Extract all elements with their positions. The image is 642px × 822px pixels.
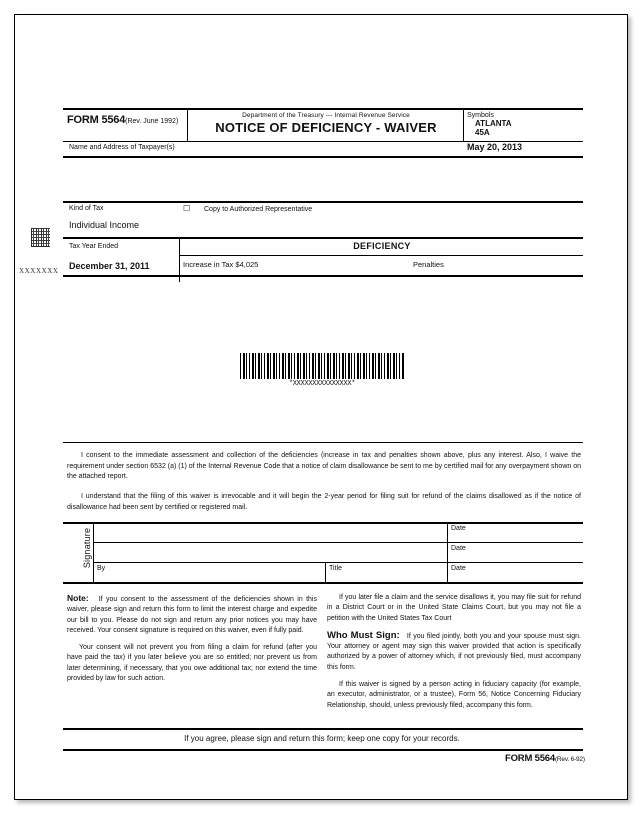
- signature-column-label: [82, 518, 92, 578]
- symbols-label: Symbols: [467, 112, 494, 119]
- tax-year-ended-value: [69, 261, 150, 271]
- signature-table-bottom-rule: [63, 582, 583, 584]
- date-label-2: [451, 545, 466, 552]
- kind-of-tax-label: [69, 205, 104, 212]
- footer-form-number-text: FORM 5564: [505, 753, 555, 764]
- document-page: [14, 14, 628, 800]
- deficiency-header: [183, 241, 581, 251]
- kind-of-tax-value: [69, 220, 139, 230]
- footer-form-number: [505, 753, 585, 764]
- header-top-rule: [63, 108, 583, 110]
- tax-year-ended-value-text: December 31, 2011: [69, 261, 150, 271]
- deficiency-mid-rule: [179, 255, 583, 256]
- who-must-sign-paragraph-2: [327, 680, 581, 711]
- deficiency-top-rule: [63, 237, 583, 239]
- tax-year-ended-label: [69, 243, 118, 250]
- signature-label-text: Signature: [82, 527, 92, 569]
- note-paragraph-1-text: If you consent to the assessment of the deficiencies shown in this waiver, please sign and return this form to limit the interest charge and expedite our bill to you. Please do not sign and return any prior notices you may have received. Your consent signature is required on this waiver, even if fully paid.: [67, 596, 317, 634]
- linear-barcode-block: [240, 353, 404, 388]
- symbols-cell: [467, 112, 579, 137]
- penalties-cell: [413, 260, 444, 269]
- taxpayer-name-address-label: [69, 144, 369, 151]
- signature-label-divider: [93, 522, 94, 582]
- datamatrix-barcode-icon: [31, 228, 50, 247]
- agency-title-cell: [191, 112, 461, 135]
- copy-to-representative-checkbox[interactable]: [183, 205, 190, 213]
- notice-date: [467, 142, 587, 152]
- header-divider-left: [187, 108, 188, 141]
- symbols-code: 45A: [475, 128, 490, 137]
- kind-of-tax-value-text: Individual Income: [69, 220, 140, 230]
- copy-checkbox-label-text: Copy to Authorized Representative: [204, 206, 313, 213]
- form-5564-body: [15, 15, 629, 801]
- who-must-sign-label: Who Must Sign:: [327, 629, 400, 641]
- increase-in-tax-text: Increase in Tax $4,025: [183, 260, 259, 269]
- form-revision-text: (Rev. June 1992): [125, 118, 179, 125]
- consent-paragraph-2-text: I understand that the filing of this waiver is irrevocable and it will begin the 2-year period for filing suit for refund of the claims disallowed as if the notice of disallowance had been sent by certified or registered mail.: [67, 493, 581, 511]
- copy-to-representative-label: [204, 206, 312, 213]
- agency-line: Department of the Treasury --- Internal Revenue Service: [242, 112, 410, 119]
- signature-row-rule-2: [93, 562, 583, 563]
- note-paragraph-1: [67, 593, 317, 636]
- who-must-sign-paragraph-1-text: If you filed jointly, both you and your spouse must sign. Your attorney or agent may sign this waiver provided that action is specifically authorized by a power of attorney which, if not previously filed, must accompany this form.: [327, 632, 582, 671]
- footer-top-rule: [63, 728, 583, 730]
- consent-paragraph-1-text: I consent to the immediate assessment and collection of the deficiencies (increase in tax and penalties shown above, plus any interest. Also, I waive the requirement under section 6532 (a) (1) of the Internal Revenue Code that a notice of claim disallowance be sent to me by certified mail for any overpayment shown on the attached report.: [67, 452, 582, 480]
- right-paragraph-1-text: If you later file a claim and the service disallows it, you may file suit for refund in a District Court or in the United State Claims Court, but you may not file a petition with the United States Tax Court: [327, 594, 581, 622]
- note-paragraph-2-text: Your consent will not prevent you from filing a claim for refund (after you have paid the tax) if you later believe you are so entitled; nor prevent us from later determining, if necessary, that you owe additional tax; nor extend the time provided by law for such action.: [67, 644, 317, 683]
- note-lead-label: Note:: [67, 593, 89, 603]
- title-label-text: Title: [329, 565, 342, 572]
- deficiency-bottom-rule: [63, 275, 583, 277]
- note-paragraph-2: [67, 643, 317, 684]
- footer-bottom-rule: [63, 749, 583, 751]
- consent-paragraph-1: [67, 451, 581, 483]
- side-mark-text: XXXXXXX: [19, 267, 59, 275]
- barcode-human-readable: [240, 380, 404, 388]
- consent-top-rule: [63, 442, 583, 443]
- barcode-text-value: *XXXXXXXXXXXXXXX*: [288, 380, 356, 388]
- date-label-3: [451, 565, 466, 572]
- header-divider-right: [463, 108, 464, 141]
- header-bottom-rule: [63, 156, 583, 158]
- symbols-office: ATLANTA: [475, 119, 512, 128]
- code39-barcode-icon: [240, 353, 404, 379]
- footer-form-revision-text: (Rev. 6-92): [554, 756, 585, 763]
- note-left-column: [67, 593, 317, 691]
- penalties-text: Penalties: [413, 260, 444, 269]
- deficiency-header-text: DEFICIENCY: [353, 241, 411, 251]
- signature-date-divider: [447, 522, 448, 582]
- date-label-3-text: Date: [451, 565, 466, 572]
- form-number-text: FORM 5564: [67, 114, 126, 126]
- by-label-text: By: [97, 565, 106, 572]
- increase-in-tax-cell: [183, 260, 258, 269]
- date-label-1: [451, 525, 466, 532]
- side-redaction-mark: [19, 267, 59, 275]
- who-must-sign-paragraph-1: [327, 631, 581, 673]
- consent-paragraph-2: [67, 492, 581, 513]
- note-right-column: [327, 593, 581, 718]
- kind-of-tax-top-rule: [63, 201, 583, 203]
- right-paragraph-1: [327, 593, 581, 624]
- form-title: NOTICE OF DEFICIENCY - WAIVER: [215, 120, 437, 135]
- date-label-1-text: Date: [451, 525, 466, 532]
- footer-instruction-text: If you agree, please sign and return this form; keep one copy for your records.: [184, 734, 460, 743]
- checkbox-icon: ☐: [183, 204, 191, 213]
- notice-date-text: May 20, 2013: [467, 142, 523, 152]
- footer-instruction: [15, 734, 629, 743]
- title-label: [329, 565, 342, 572]
- tax-year-ended-label-text: Tax Year Ended: [69, 243, 119, 250]
- signature-row-rule-1: [93, 542, 583, 543]
- kind-of-tax-label-text: Kind of Tax: [69, 205, 104, 212]
- signature-title-divider: [325, 562, 326, 582]
- who-must-sign-paragraph-2-text: If this waiver is signed by a person acting in fiduciary capacity (for example, an executor, administrator, or a trustee), Form 56, Notice Concerning Fiduciary Relationship, should, unless previously filed, accompany this form.: [327, 681, 581, 709]
- signature-table-top-rule: [63, 522, 583, 524]
- date-label-2-text: Date: [451, 545, 466, 552]
- taxpayer-label-text: Name and Address of Taxpayer(s): [69, 144, 175, 151]
- by-label: [97, 565, 105, 572]
- form-number-heading: [67, 114, 185, 126]
